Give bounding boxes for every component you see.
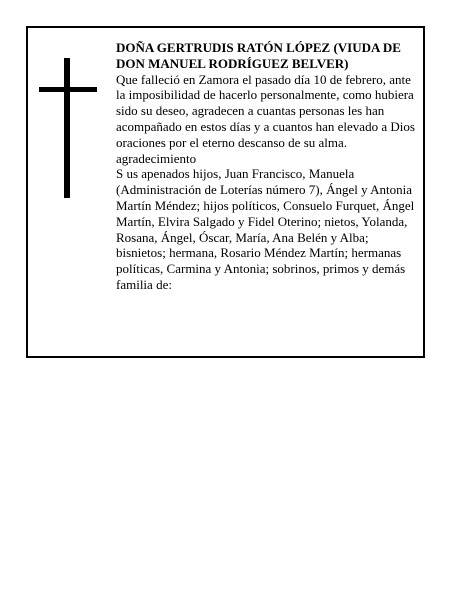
obituary-notice <box>26 26 425 358</box>
deceased-name-heading: DOÑA GERTRUDIS RATÓN LÓPEZ (VIUDA DE DON MANUEL RODRÍGUEZ BELVER) <box>116 40 401 71</box>
cross-horizontal-bar <box>39 87 97 92</box>
notice-text-block <box>116 40 421 293</box>
section-label: agradecimiento <box>116 150 197 166</box>
family-paragraph: S us apenados hijos, Juan Francisco, Manuela (Administración de Loterías número 7), Ángel y Antonia Martín Méndez; hijos políticos, Consuelo Furquet, Ángel Martín, Elvira Salgado y Fidel Oterino; nietos, Yolanda, Rosana, Ángel, Óscar, María, Ana Belén y Alba; bisnietos; hermana, Rosario Méndez Martín; hermanas políticas, Carmina y Antonia; sobrinos, primos y demás familia de: <box>116 166 415 292</box>
cross-vertical-bar <box>64 58 70 198</box>
cross-icon <box>39 58 97 198</box>
thanks-paragraph: Que falleció en Zamora el pasado día 10 de febrero, ante la imposibilidad de hacerlo personalmente, como hubiera sido su deseo, agradecen a cuantas personas les han acompañado en estos días y a cuantos han elevado a Dios oraciones por el eterno descanso de su alma. <box>116 71 415 150</box>
